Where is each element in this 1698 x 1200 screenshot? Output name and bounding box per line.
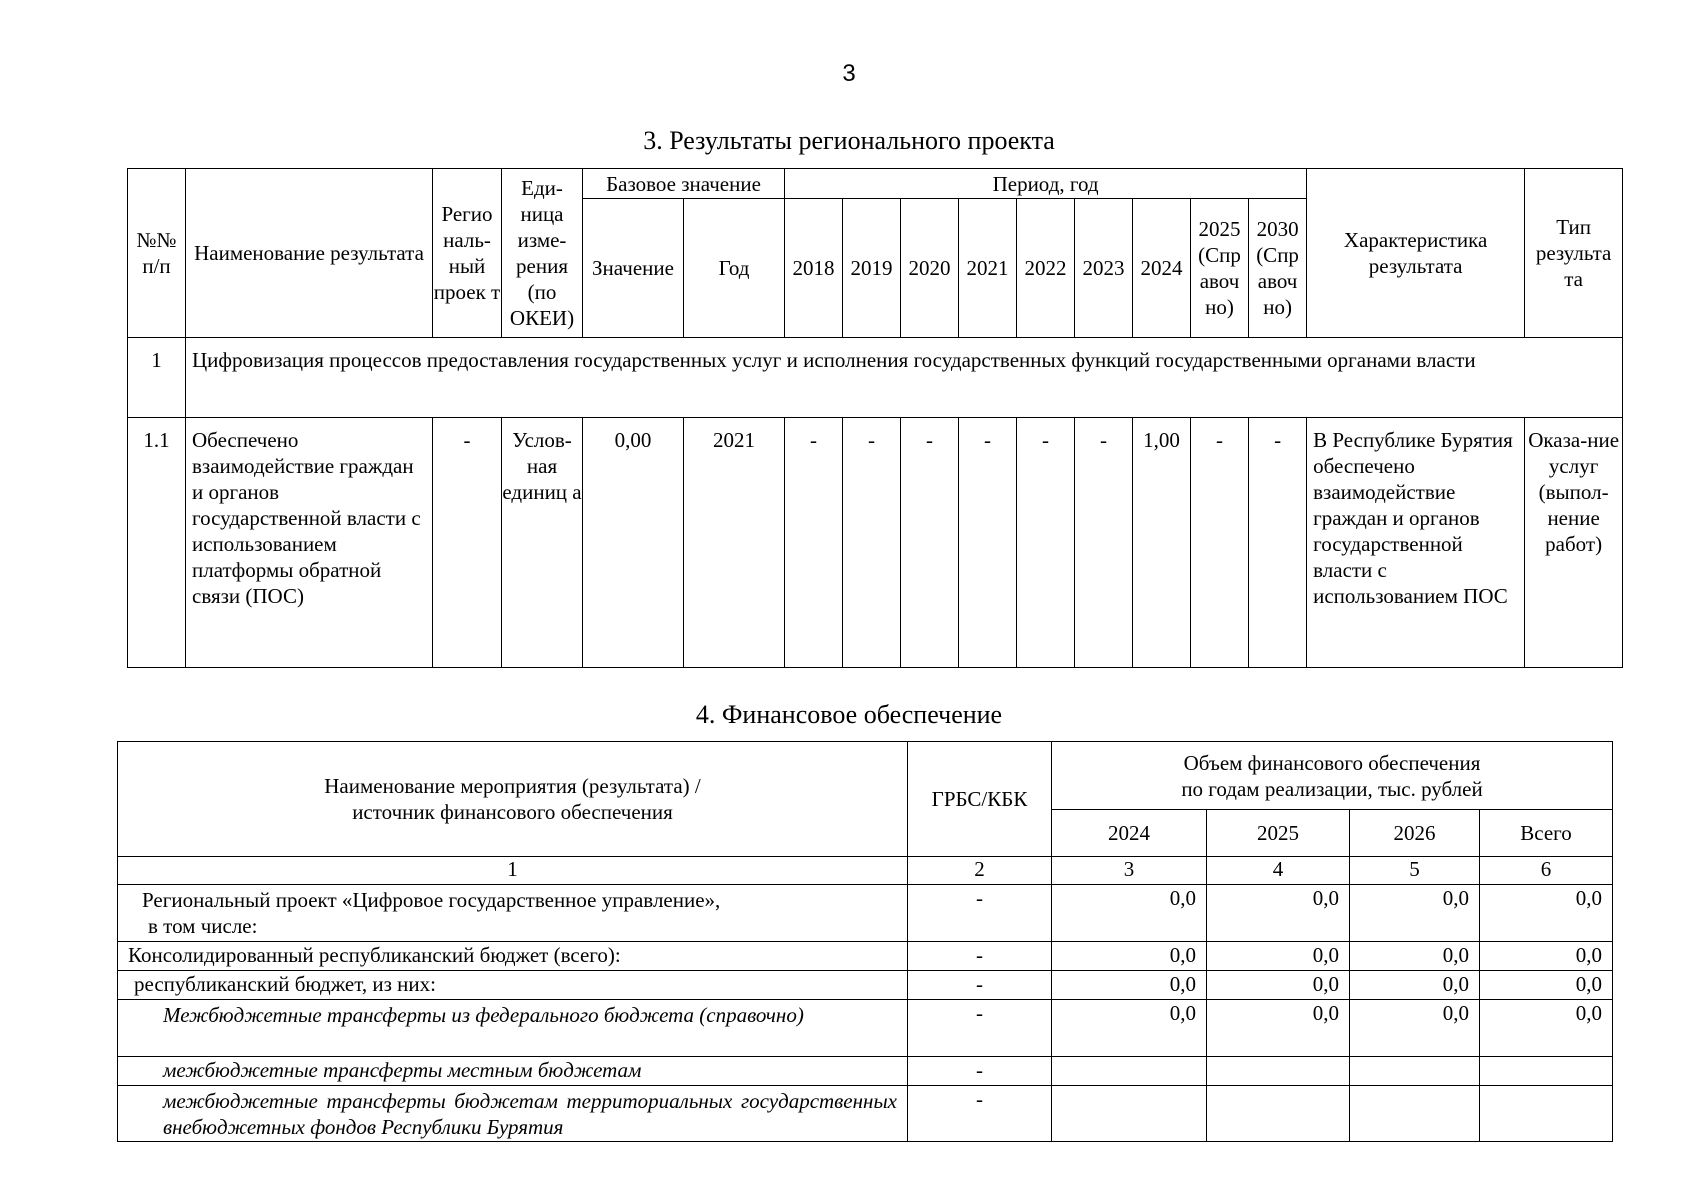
fin-row-grbs: - (908, 1086, 1052, 1142)
header-year: 2030 (Спр авоч но) (1249, 199, 1307, 338)
fin-row-value (1052, 1086, 1207, 1142)
header-event-name-line2: источник финансового обеспечения (352, 800, 673, 824)
column-index-row (118, 857, 1613, 885)
result-year-value: - (785, 418, 843, 668)
result-base-year: 2021 (684, 418, 785, 668)
result-year-value: - (1075, 418, 1133, 668)
header-num: №№ п/п (128, 169, 186, 338)
fin-row (118, 942, 1613, 971)
header-type: Тип результа та (1525, 169, 1623, 338)
section-4-title: 4. Финансовое обеспечение (695, 700, 1003, 729)
fin-row-value: 0,0 (1052, 971, 1207, 1000)
header-volume-line2: по годам реализации, тыс. рублей (1181, 776, 1483, 801)
fin-row-value: 0,0 (1480, 971, 1613, 1000)
result-row (128, 418, 1623, 668)
result-year-value: - (1191, 418, 1249, 668)
column-index: 1 (118, 857, 908, 885)
header-name: Наименование результата (186, 169, 433, 338)
header-fin-year: 2024 (1052, 810, 1207, 857)
fin-row-value (1052, 1057, 1207, 1086)
group-name: Цифровизация процессов предоставления государственных услуг и исполнения государственных функций государственными органами власти (186, 338, 1623, 418)
fin-row (118, 971, 1613, 1000)
fin-row-grbs: - (908, 942, 1052, 971)
fin-row (118, 1057, 1613, 1086)
fin-row-name (118, 885, 908, 942)
header-year: 2024 (1133, 199, 1191, 338)
header-year: 2021 (959, 199, 1017, 338)
group-row (128, 338, 1623, 418)
fin-row-value: 0,0 (1480, 942, 1613, 971)
result-name: Обеспечено взаимодействие граждан и органов государственной власти с использованием платформы обратной связи (ПОС) (186, 418, 433, 668)
fin-row-name-line2: в том числе: (148, 914, 258, 938)
result-year-value: - (959, 418, 1017, 668)
fin-row-grbs: - (908, 1057, 1052, 1086)
header-event-name-line1: Наименование мероприятия (результата) / (324, 774, 701, 798)
fin-row-value (1350, 1057, 1480, 1086)
result-year-value: - (843, 418, 901, 668)
fin-row-value: 0,0 (1052, 1000, 1207, 1057)
header-year: 2022 (1017, 199, 1075, 338)
result-regional: - (433, 418, 502, 668)
fin-row-value (1350, 1086, 1480, 1142)
fin-row-value: 0,0 (1207, 971, 1350, 1000)
column-index: 5 (1350, 857, 1480, 885)
group-num: 1 (128, 338, 186, 418)
header-year: 2019 (843, 199, 901, 338)
financing-table (117, 741, 1613, 1142)
header-year: 2020 (901, 199, 959, 338)
header-volume-line1: Объем финансового обеспечения (1183, 750, 1481, 775)
fin-row-name: межбюджетные трансферты местным бюджетам (118, 1057, 908, 1086)
result-year-value: 1,00 (1133, 418, 1191, 668)
header-regional: Регио наль-ный проек т (433, 169, 502, 338)
header-year: 2023 (1075, 199, 1133, 338)
result-year-value: - (1249, 418, 1307, 668)
header-fin-total: Всего (1480, 810, 1613, 857)
header-grbs: ГРБС/КБК (908, 742, 1052, 857)
fin-row (118, 885, 1613, 942)
fin-row (118, 1086, 1613, 1142)
result-num: 1.1 (128, 418, 186, 668)
fin-row-value: 0,0 (1350, 885, 1480, 942)
header-base: Базовое значение (583, 169, 785, 199)
header-base-value: Значение (583, 199, 684, 338)
fin-row (118, 1000, 1613, 1057)
fin-row-value (1480, 1086, 1613, 1142)
header-characteristic: Характеристика результата (1307, 169, 1525, 338)
fin-row-value: 0,0 (1207, 885, 1350, 942)
result-base-value: 0,00 (583, 418, 684, 668)
fin-row-value: 0,0 (1350, 971, 1480, 1000)
header-base-year: Год (684, 199, 785, 338)
fin-row-value: 0,0 (1350, 942, 1480, 971)
header-year: 2018 (785, 199, 843, 338)
fin-row-name: межбюджетные трансферты бюджетам территориальных государственных внебюджетных фондов Республики Бурятия (118, 1086, 908, 1142)
result-unit: Услов-ная единиц а (502, 418, 583, 668)
fin-row-value: 0,0 (1052, 885, 1207, 942)
results-table (127, 168, 1623, 668)
fin-row-value: 0,0 (1052, 942, 1207, 971)
result-characteristic: В Республике Бурятия обеспечено взаимодействие граждан и органов государственной власти с использованием ПОС (1307, 418, 1525, 668)
fin-row-value: 0,0 (1480, 885, 1613, 942)
result-type: Оказа-ние услуг (выпол-нение работ) (1525, 418, 1623, 668)
header-year: 2025 (Спр авоч но) (1191, 199, 1249, 338)
header-period: Период, год (785, 169, 1307, 199)
column-index: 4 (1207, 857, 1350, 885)
fin-row-name: Консолидированный республиканский бюджет (всего): (118, 942, 908, 971)
column-index: 3 (1052, 857, 1207, 885)
fin-row-value: 0,0 (1350, 1000, 1480, 1057)
page-number: 3 (842, 60, 856, 87)
header-volume (1052, 742, 1613, 810)
header-fin-year: 2025 (1207, 810, 1350, 857)
fin-row-value: 0,0 (1480, 1000, 1613, 1057)
fin-row-value (1207, 1057, 1350, 1086)
fin-row-name: республиканский бюджет, из них: (118, 971, 908, 1000)
fin-row-name: Межбюджетные трансферты из федерального бюджета (справочно) (118, 1000, 908, 1057)
fin-row-value (1480, 1057, 1613, 1086)
fin-row-value (1207, 1086, 1350, 1142)
result-year-value: - (901, 418, 959, 668)
header-event-name (118, 742, 908, 857)
fin-row-name-line1: Региональный проект «Цифровое государственное управление», (142, 888, 721, 912)
fin-row-grbs: - (908, 1000, 1052, 1057)
column-index: 6 (1480, 857, 1613, 885)
section-3-title: 3. Результаты регионального проекта (643, 126, 1055, 155)
column-index: 2 (908, 857, 1052, 885)
fin-row-value: 0,0 (1207, 1000, 1350, 1057)
header-fin-year: 2026 (1350, 810, 1480, 857)
fin-row-grbs: - (908, 885, 1052, 942)
header-unit: Еди-ница изме-рения (по ОКЕИ) (502, 169, 583, 338)
fin-row-value: 0,0 (1207, 942, 1350, 971)
fin-row-grbs: - (908, 971, 1052, 1000)
result-year-value: - (1017, 418, 1075, 668)
